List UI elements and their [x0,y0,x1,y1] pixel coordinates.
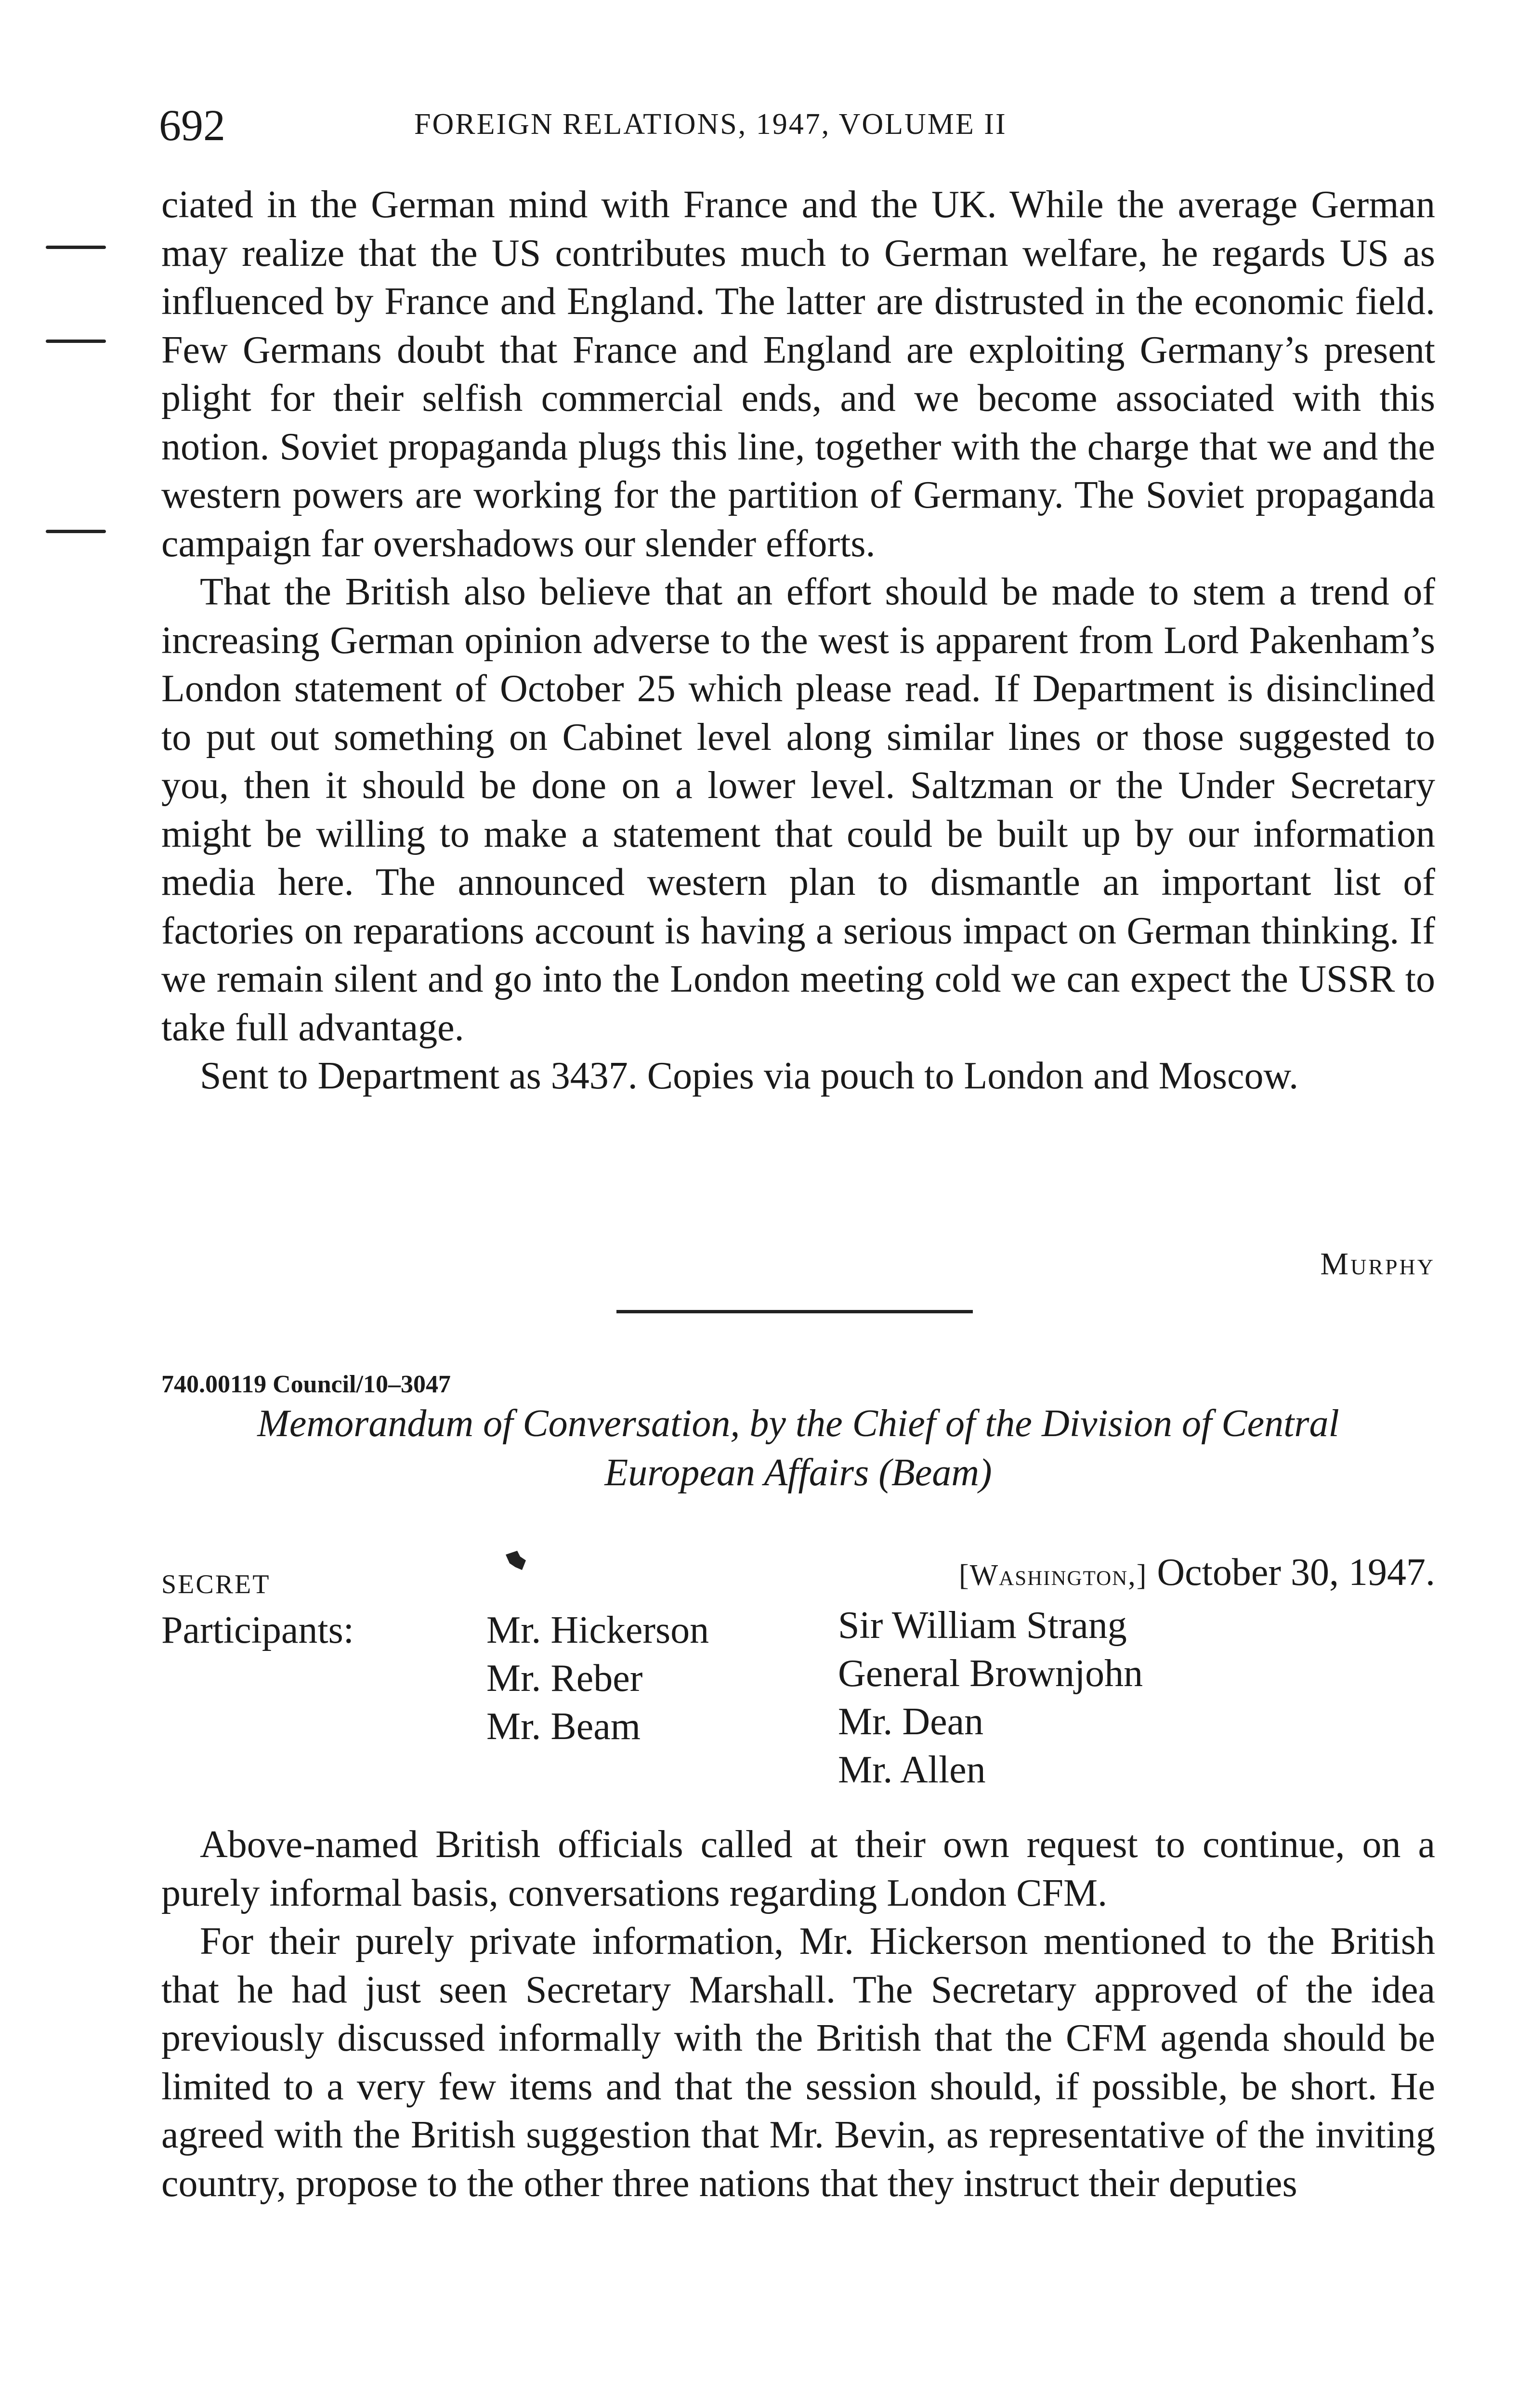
participant: General Brownjohn [838,1652,1143,1695]
participant: Mr. Allen [838,1749,986,1791]
memo-paragraph: Above-named British officials called at their own request to continue, on a purely informal basis, conversations regarding London CFM. [161,1823,1435,1914]
us-participants [486,1606,709,1751]
participant: Mr. Dean [838,1701,984,1743]
margin-mark [46,246,106,249]
participants-label: Participants: [161,1609,354,1651]
participant: Mr. Reber [486,1657,643,1700]
memo-body [161,1820,1435,2208]
page-number: 692 [159,101,225,150]
file-reference: 740.00119 Council/10–3047 [161,1371,451,1398]
letter-paragraph: ciated in the German mind with France and the UK. While the average German may realize that the US contributes much to German welfare, he regards US as influenced by France and England. The latter are distrusted in the economic field. Few Germans doubt that France and England are exploiting Germany’s present plight for their selfish commercial ends, and we become associated with this notion. Soviet propaganda plugs this line, together with the charge that we and the western powers are working for the partition of Germany. The Soviet propaganda campaign far overshadows our slender efforts. [161,183,1435,565]
letter-paragraph: That the British also believe that an effort should be made to stem a trend of increasing German opinion adverse to the west is apparent from Lord Pakenham’s London statement of October 25 which please read. If Department is disinclined to put out something on Cabinet level along similar lines or those suggested to you, then it should be done on a lower level. Saltzman or the Under Secretary might be willing to make a statement that could be built up by our information media here. The announced western plan to dismantle an important list of factories on reparations account is having a serious impact on German thinking. If we remain silent and go into the London meeting cold we can expect the USSR to take full advantage. [161,571,1435,1049]
running-title: FOREIGN RELATIONS, 1947, VOLUME II [414,108,1007,141]
classification-label: SECRET [161,1570,271,1599]
letter-paragraph: Sent to Department as 3437. Copies via pouch to London and Moscow. [200,1055,1299,1097]
memo-paragraph: For their purely private information, Mr. Hickerson mentioned to the British that he had just seen Secretary Marshall. The Secretary approved of the idea previously discussed informally with the British that the CFM agenda should be limited to a very few items and that the session should, if possible, be short. He agreed with the British suggestion that Mr. Bevin, as representative of the inviting country, propose to the other three nations that they instruct their deputies [161,1920,1435,2205]
memo-title-line: European Affairs (Beam) [604,1452,992,1494]
participant: Mr. Beam [486,1705,641,1748]
letter-body [161,181,1435,1100]
signature-text: Murphy [1320,1246,1435,1282]
place-date [819,1548,1435,1599]
memo-title [161,1399,1435,1497]
uk-participants [838,1601,1143,1794]
place: [Washington,] [958,1559,1148,1592]
participant: Mr. Hickerson [486,1609,709,1651]
signature [1180,1245,1435,1283]
participant: Sir William Strang [838,1604,1127,1647]
margin-mark [46,340,106,343]
date: October 30, 1947. [1157,1551,1435,1594]
memo-title-line: Memorandum of Conversation, by the Chief of the Division of Central [257,1402,1339,1445]
section-divider [616,1310,973,1313]
margin-mark [46,530,106,533]
printer-ornament-icon [501,1546,530,1575]
